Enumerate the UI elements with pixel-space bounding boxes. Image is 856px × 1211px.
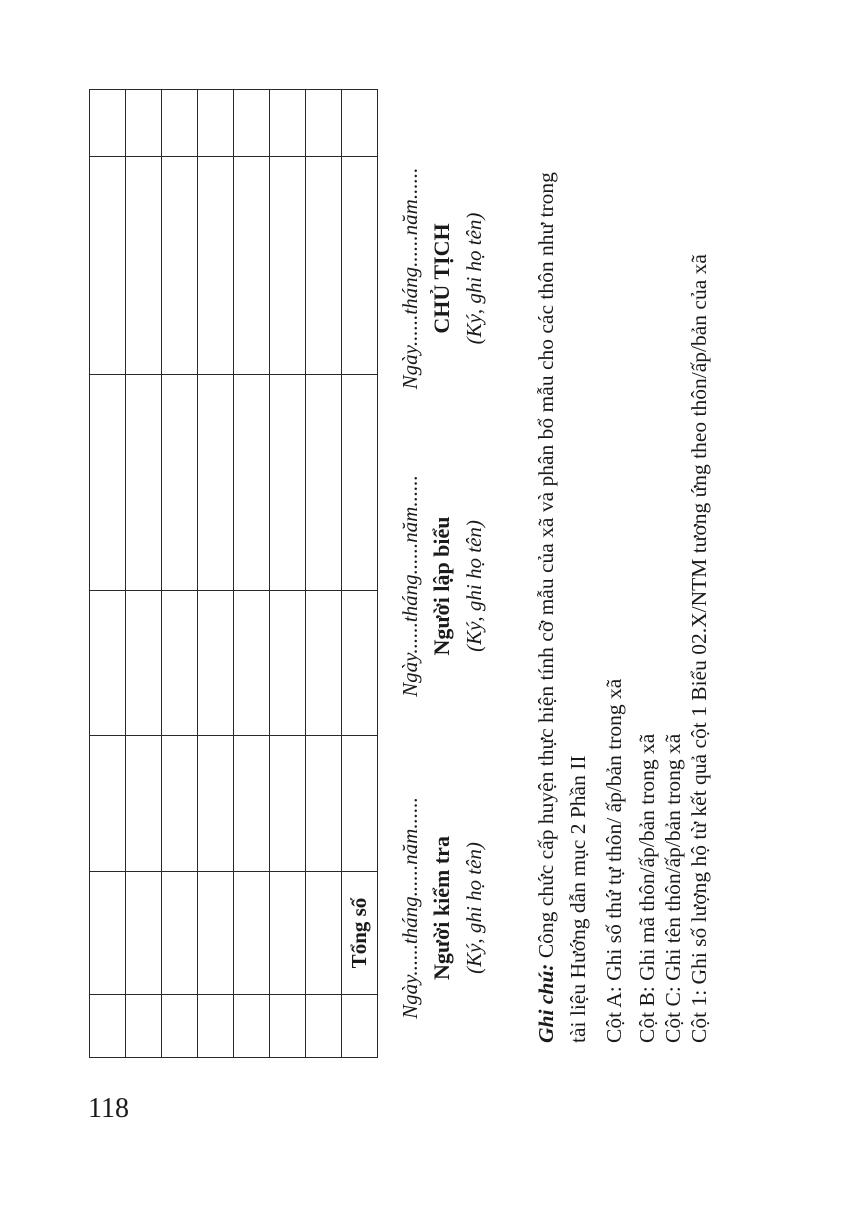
total-row bbox=[342, 90, 378, 1058]
table-row bbox=[234, 90, 270, 1058]
table-cell bbox=[198, 157, 234, 375]
signature-block-preparer bbox=[394, 446, 490, 726]
table-cell bbox=[342, 736, 378, 872]
table-cell bbox=[306, 90, 342, 157]
table-cell bbox=[306, 591, 342, 736]
table-cell bbox=[306, 872, 342, 995]
table-cell bbox=[90, 375, 126, 591]
table-cell bbox=[126, 591, 162, 736]
table-cell bbox=[198, 375, 234, 591]
notes-section bbox=[530, 43, 712, 1043]
table-cell bbox=[198, 995, 234, 1058]
table-cell bbox=[342, 995, 378, 1058]
table-cell bbox=[234, 375, 270, 591]
signature-role: Người kiểm tra bbox=[429, 836, 454, 980]
table-cell bbox=[234, 736, 270, 872]
table-cell bbox=[126, 157, 162, 375]
table-cell bbox=[162, 995, 198, 1058]
table-cell bbox=[198, 90, 234, 157]
table-cell bbox=[162, 375, 198, 591]
table-cell bbox=[270, 736, 306, 872]
table-cell bbox=[198, 591, 234, 736]
table-cell bbox=[162, 591, 198, 736]
table-row bbox=[306, 90, 342, 1058]
table-cell bbox=[306, 736, 342, 872]
table-cell bbox=[162, 90, 198, 157]
table-cell bbox=[126, 90, 162, 157]
signature-date: Ngày......tháng......năm...... bbox=[398, 797, 422, 1019]
total-label: Tổng số bbox=[342, 872, 378, 995]
table-cell bbox=[126, 375, 162, 591]
table-cell bbox=[162, 157, 198, 375]
signature-block-inspector bbox=[394, 778, 490, 1038]
signature-date: Ngày......tháng......năm...... bbox=[398, 475, 422, 697]
table-cell bbox=[162, 872, 198, 995]
table-cell bbox=[90, 90, 126, 157]
table-row bbox=[198, 90, 234, 1058]
notes-intro-line1: Công chức cấp huyện thực hiện tính cỡ mẫu của xã và phân bổ mẫu cho các thôn như trong bbox=[534, 172, 558, 964]
table-cell bbox=[270, 995, 306, 1058]
table-cell bbox=[234, 90, 270, 157]
table-cell bbox=[198, 872, 234, 995]
table-cell bbox=[270, 375, 306, 591]
table-cell bbox=[126, 736, 162, 872]
table-cell bbox=[306, 157, 342, 375]
notes-label: Ghi chú: bbox=[534, 963, 558, 1043]
table-cell bbox=[342, 90, 378, 157]
table-cell bbox=[198, 736, 234, 872]
table-cell bbox=[90, 995, 126, 1058]
table-row bbox=[162, 90, 198, 1058]
table-cell bbox=[126, 872, 162, 995]
signature-role: CHỦ TỊCH bbox=[429, 223, 454, 334]
note-col-b: Cột B: Ghi mã thôn/ấp/bản trong xã bbox=[635, 733, 659, 1043]
table-cell bbox=[90, 157, 126, 375]
signature-date: Ngày......tháng......năm...... bbox=[398, 167, 422, 390]
table-cell bbox=[306, 995, 342, 1058]
table-cell bbox=[126, 995, 162, 1058]
table-cell bbox=[234, 872, 270, 995]
table-row bbox=[270, 90, 306, 1058]
table-cell bbox=[342, 157, 378, 375]
signature-block-chairman bbox=[394, 141, 490, 416]
table-cell bbox=[162, 736, 198, 872]
signature-role: Người lập biểu bbox=[429, 516, 454, 656]
table-row bbox=[90, 90, 126, 1058]
table-cell bbox=[234, 995, 270, 1058]
note-col-c: Cột C: Ghi tên thôn/ấp/bản trong xã bbox=[661, 733, 685, 1043]
table-cell bbox=[90, 736, 126, 872]
table-cell bbox=[270, 591, 306, 736]
table-row bbox=[126, 90, 162, 1058]
notes-intro bbox=[530, 43, 562, 1043]
table-cell bbox=[270, 157, 306, 375]
table-cell bbox=[234, 591, 270, 736]
table-cell bbox=[234, 157, 270, 375]
table-cell bbox=[270, 872, 306, 995]
table-cell bbox=[90, 872, 126, 995]
signature-instruction: (Ký, ghi họ tên) bbox=[462, 520, 486, 652]
signature-instruction: (Ký, ghi họ tên) bbox=[462, 212, 486, 345]
sample-allocation-table bbox=[89, 89, 378, 1058]
table-cell bbox=[342, 375, 378, 591]
table-cell bbox=[270, 90, 306, 157]
note-col-1: Cột 1: Ghi số lượng hộ từ kết quả cột 1 Biểu 02.X/NTM tương ứng theo thôn/ấp/bản của xã bbox=[687, 254, 711, 1043]
signature-instruction: (Ký, ghi họ tên) bbox=[462, 842, 486, 974]
table-cell bbox=[90, 591, 126, 736]
page-number: 118 bbox=[88, 1093, 129, 1124]
table-cell bbox=[306, 375, 342, 591]
table-cell bbox=[342, 591, 378, 736]
note-col-a: Cột A: Ghi số thứ tự thôn/ ấp/bản trong xã bbox=[602, 678, 626, 1043]
notes-intro-line2: tài liệu Hướng dẫn mục 2 Phần II bbox=[566, 755, 590, 1043]
